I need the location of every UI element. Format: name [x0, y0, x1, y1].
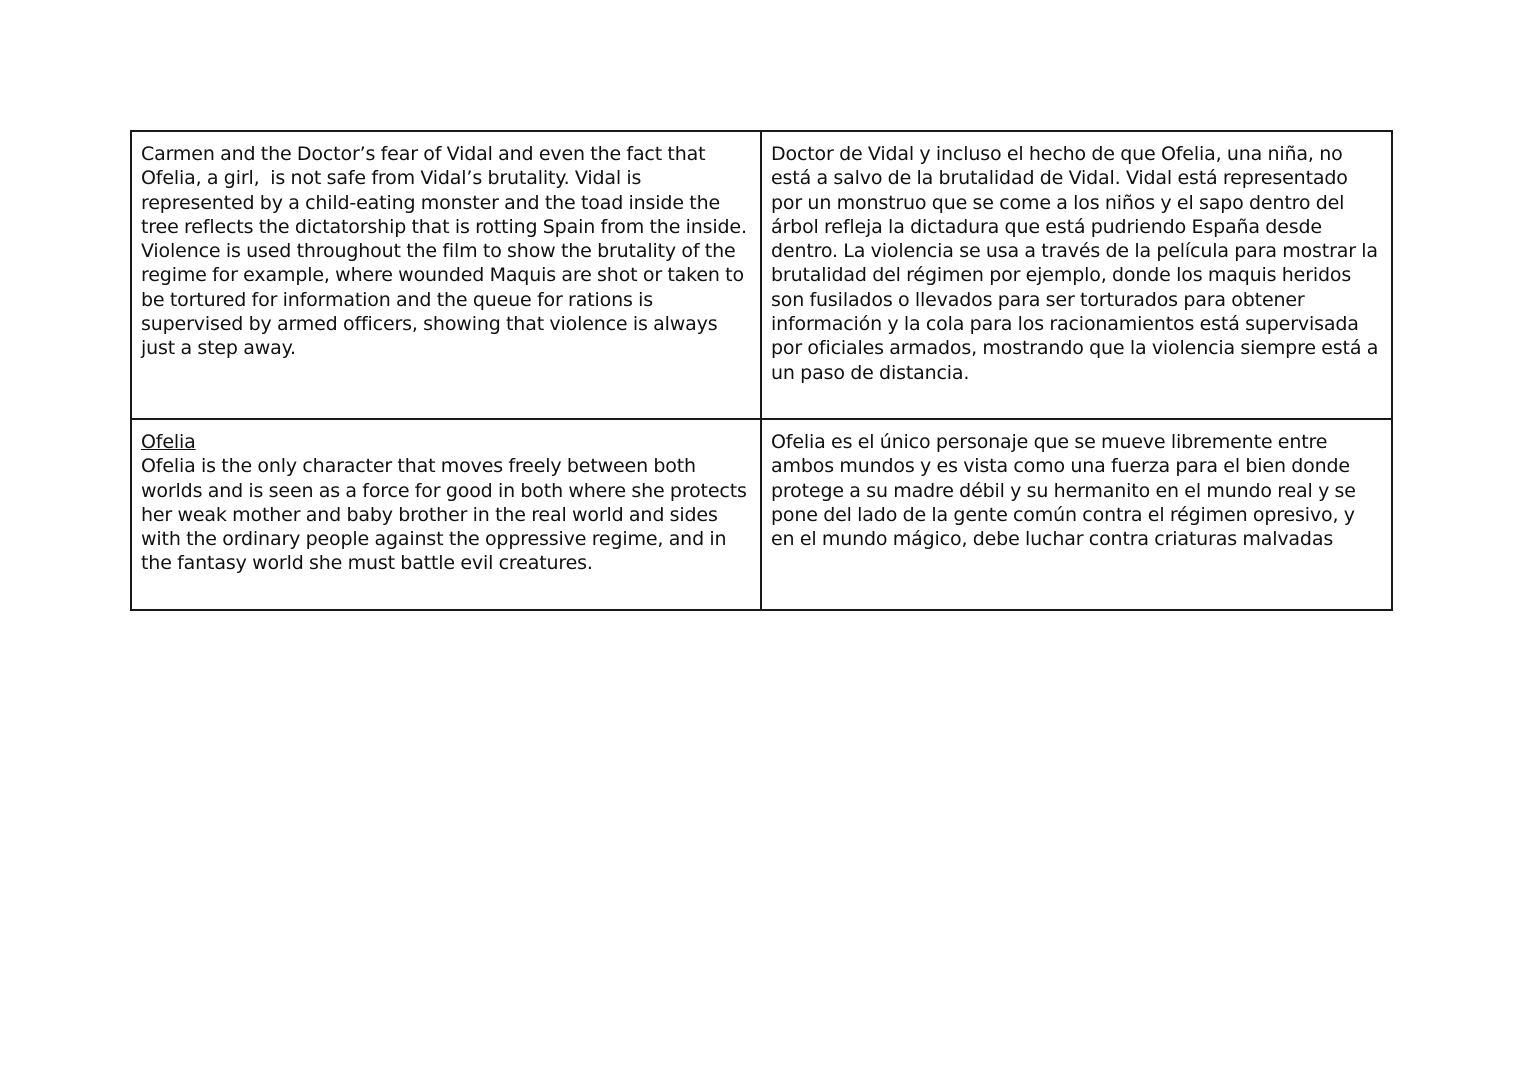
translation-table — [130, 130, 1393, 611]
english-paragraph: Ofelia is the only character that moves freely between both worlds and is seen as a force for good in both where she protects her weak mother and baby brother in the real world and sides with the ordinary people against the oppressive regime, and in the fantasy world she must battle evil creatures. — [141, 455, 753, 575]
english-paragraph: Carmen and the Doctor’s fear of Vidal and even the fact that Ofelia, a girl, is not safe from Vidal’s brutality. Vidal is represented by a child-eating monster and the toad inside the tree reflects the dictatorship that is rotting Spain from the inside. Violence is used throughout the film to show the brutality of the regime for example, where wounded Maquis are shot or taken to be tortured for information and the queue for rations is supervised by armed officers, showing that violence is always just a step away. — [141, 143, 753, 360]
table-row — [131, 131, 1392, 419]
spanish-cell — [761, 419, 1392, 610]
section-heading: Ofelia — [141, 431, 196, 453]
spanish-cell — [761, 131, 1392, 419]
table-row — [131, 419, 1392, 610]
spanish-paragraph: Ofelia es el único personaje que se mueve libremente entre ambos mundos y es vista como una fuerza para el bien donde protege a su madre débil y su hermanito en el mundo real y se pone del lado de la gente común contra el régimen opresivo, y en el mundo mágico, debe luchar contra criaturas malvadas — [771, 431, 1362, 551]
english-cell — [131, 131, 761, 419]
english-cell — [131, 419, 761, 610]
spanish-paragraph: Doctor de Vidal y incluso el hecho de que Ofelia, una niña, no está a salvo de la brutalidad de Vidal. Vidal está representado por un monstruo que se come a los niños y el sapo dentro del árbol refleja la dictadura que está pudriendo España desde dentro. La violencia se usa a través de la película para mostrar la brutalidad del régimen por ejemplo, donde los maquis heridos son fusilados o llevados para ser torturados para obtener información y la cola para los racionamientos está supervisada por oficiales armados, mostrando que la violencia siempre está a un paso de distancia. — [771, 143, 1384, 384]
